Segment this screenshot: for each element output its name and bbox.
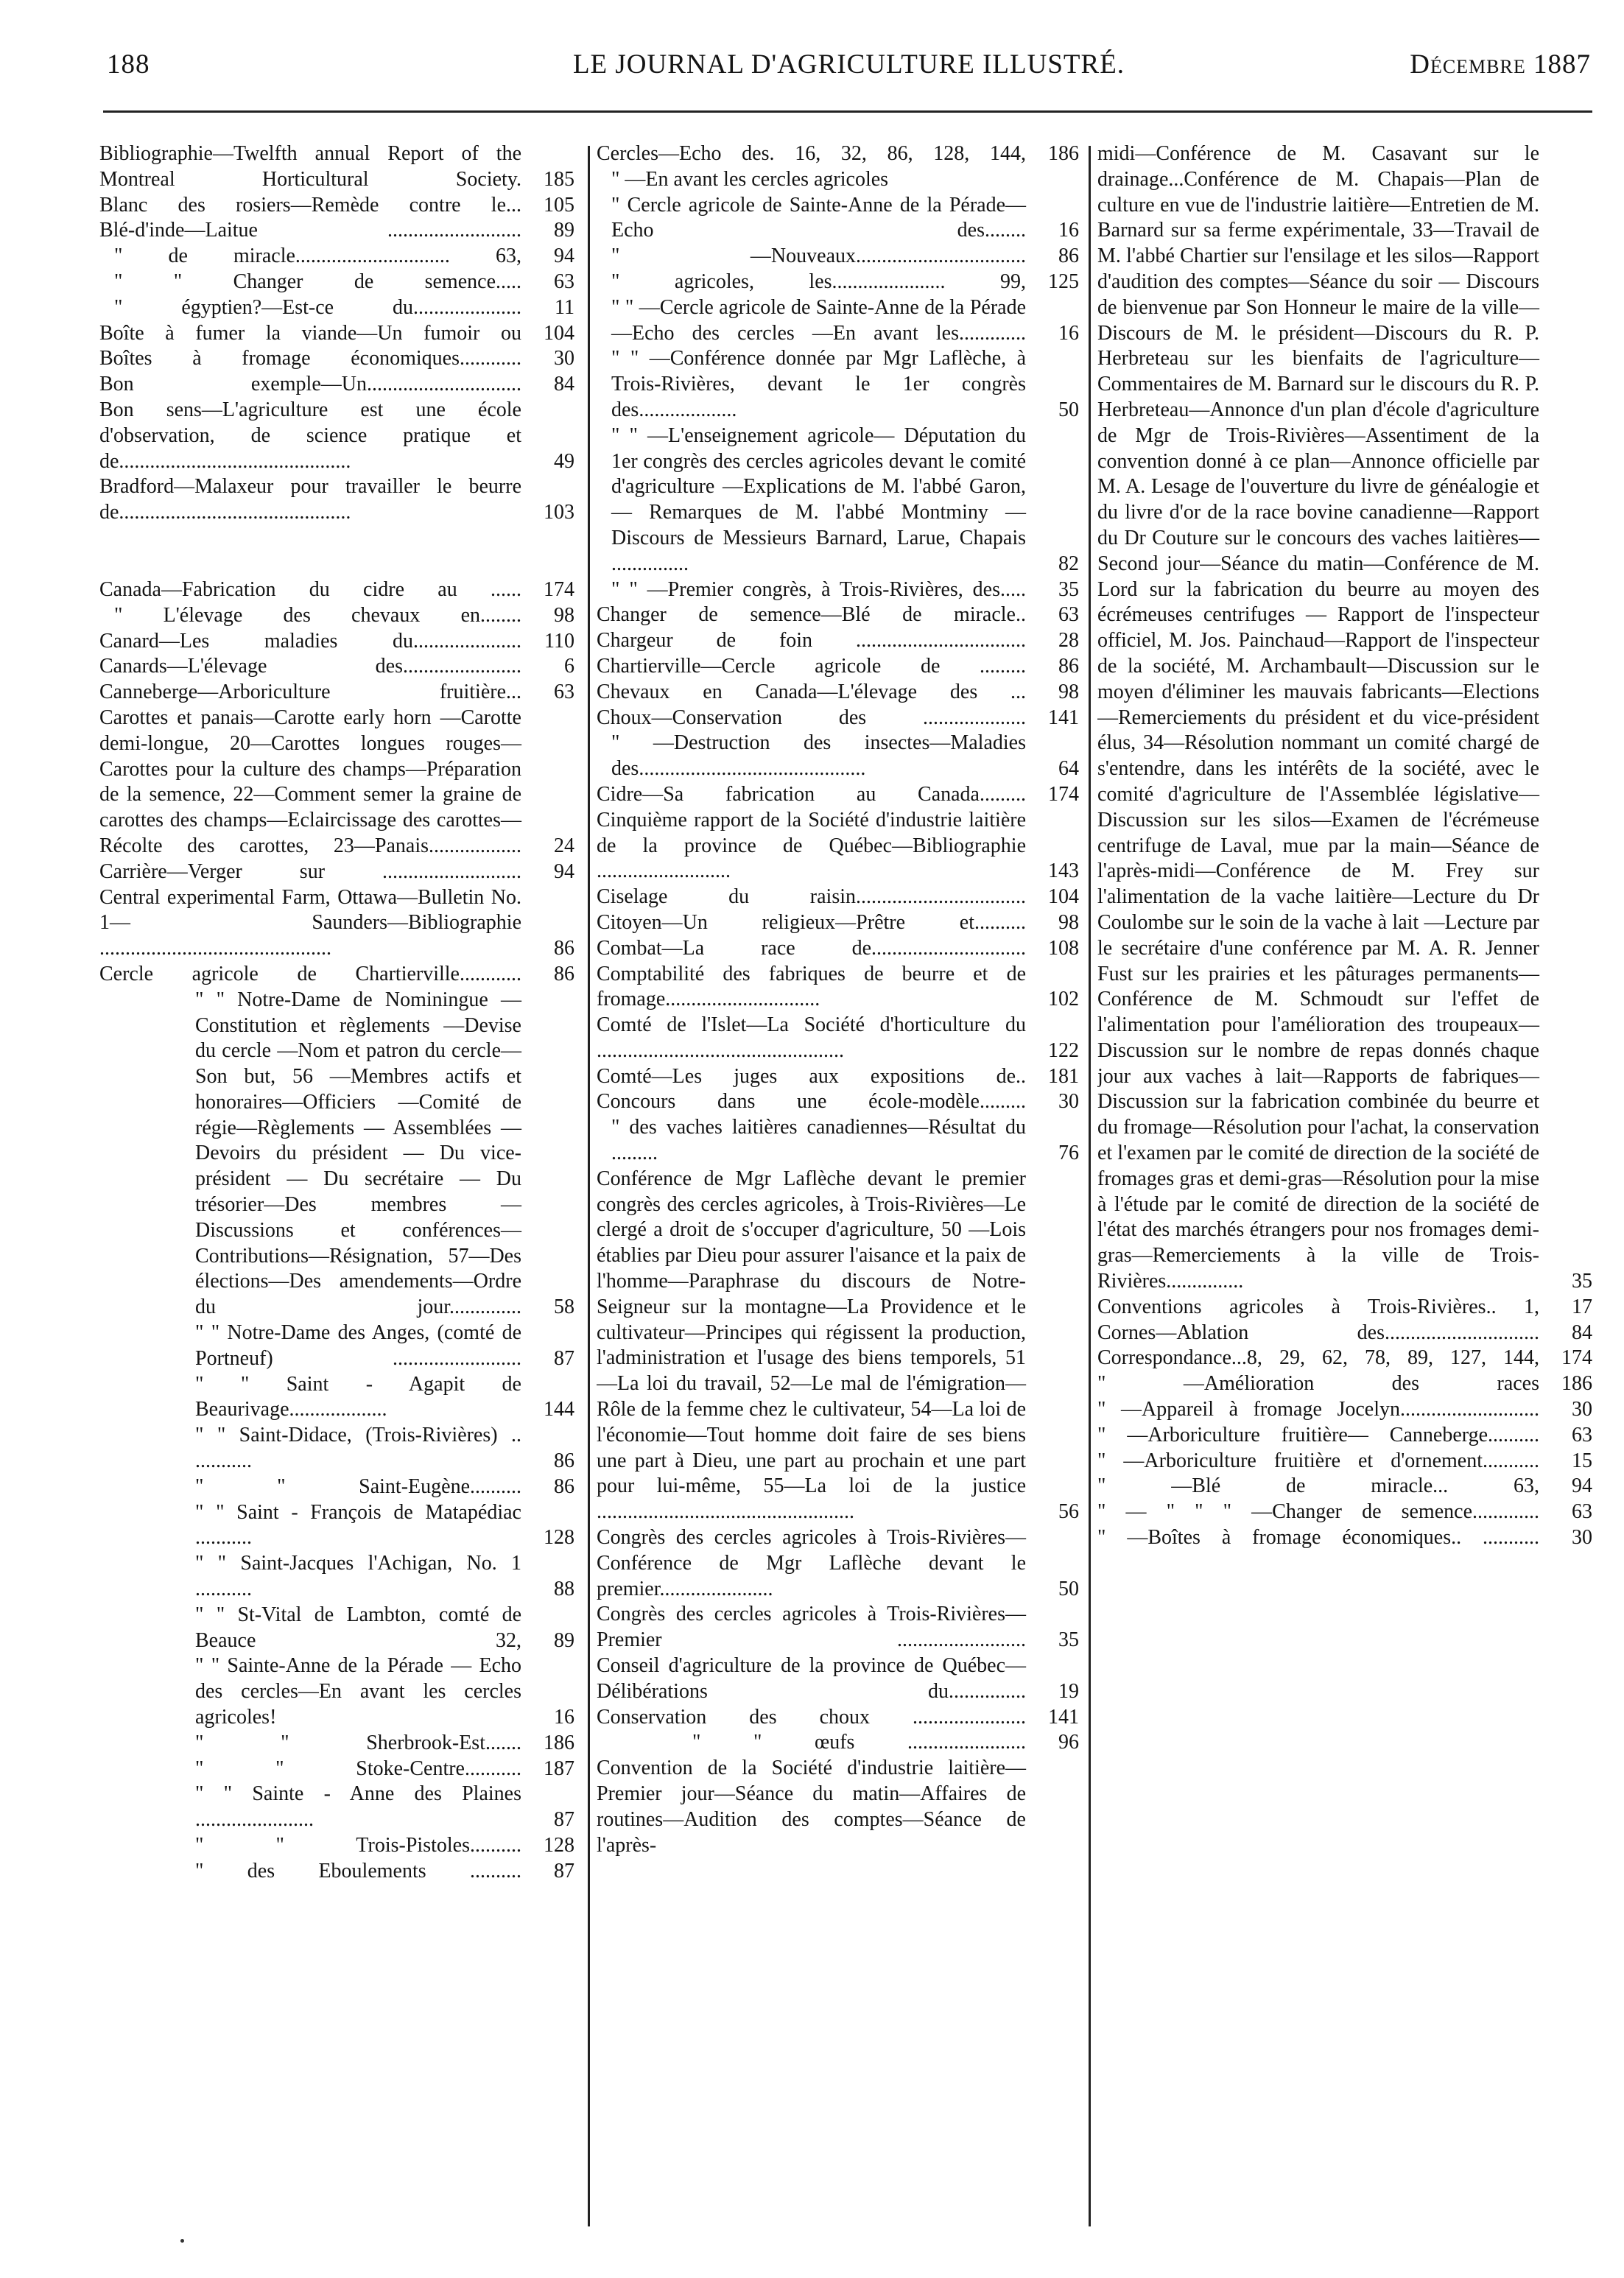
entry-page-number: 94 <box>554 859 574 883</box>
entry-text: " " Changer de semence..... <box>114 270 521 293</box>
entry-text: " " Notre-Dame des Anges, (comté de Portneuf) ......................... <box>195 1321 521 1370</box>
entry-text: Canneberge—Arboriculture fruitière... <box>99 681 521 704</box>
index-entry <box>597 936 1079 962</box>
entry-text: Changer de semence—Blé de miracle.. <box>597 603 1026 627</box>
entry-text: Canard—Les maladies du..................... <box>99 629 521 653</box>
entry-page-number: 64 <box>1058 757 1079 781</box>
entry-page-number: 35 <box>1058 577 1079 601</box>
index-entry <box>1097 1423 1592 1449</box>
entry-text: Canards—L'élevage des....................... <box>99 655 521 678</box>
index-entry <box>99 141 574 193</box>
index-entry <box>99 988 574 1321</box>
entry-text: Conférence de Mgr Laflèche devant le premier congrès des cercles agricoles, à Trois-Rivières—Le clergé a droit de s'occuper d'agriculture, 50 —Lois établies par Dieu pour assurer l'aisance et la paix de l'homme—Paraphrase du discours de Notre-Seigneur sur la montagne—La Providence et le cultivateur—Principes qui régissent la production, l'administration et l'usage des biens temporels, 51—La loi du travail, 52—Le mal de l'émigration—Rôle de la femme chez le cultivateur, 54—La loi de l'économie—Tout homme doit faire de ses biens une part à Dieu, une part au prochain et une part pour lui-même, 55—La loi de la justice .................................................. <box>597 1167 1026 1524</box>
index-entry <box>597 193 1079 245</box>
index-entry <box>99 474 574 526</box>
index-entry <box>597 1064 1079 1090</box>
entry-page-number: 35 <box>1572 1270 1592 1293</box>
index-entry <box>99 706 574 859</box>
entry-page-number: 84 <box>554 373 574 396</box>
entry-text: " des vaches laitières canadiennes—Résultat du ......... <box>611 1116 1026 1165</box>
index-entry <box>99 1859 574 1885</box>
entry-text: " —Amélioration des races <box>1097 1372 1539 1396</box>
index-entry <box>597 680 1079 706</box>
entry-page-number: 103 <box>544 501 574 524</box>
entry-page-number: 128 <box>544 1526 574 1550</box>
entry-page-number: 58 <box>554 1296 574 1319</box>
entry-page-number: 144 <box>544 1398 574 1421</box>
index-entry <box>1097 1525 1592 1551</box>
entry-text: " —Arboriculture fruitière et d'ornement........... <box>1097 1449 1539 1472</box>
entry-text: " " Saint-Didace, (Trois-Rivières) .. ........... <box>195 1424 521 1473</box>
index-entry <box>99 1603 574 1654</box>
entry-text: " —En avant les cercles agricoles <box>611 167 889 191</box>
index-entry <box>99 603 574 629</box>
entry-text: " L'élevage des chevaux en........ <box>114 603 521 627</box>
entry-page-number: 186 <box>1561 1372 1592 1396</box>
entry-text: Cidre—Sa fabrication au Canada......... <box>597 782 1026 806</box>
entry-page-number: 63 <box>1058 603 1079 627</box>
entry-text: " — " " " —Changer de semence............. <box>1097 1500 1539 1524</box>
index-entry <box>1097 1346 1592 1371</box>
entry-page-number: 174 <box>544 577 574 601</box>
index-entry <box>1097 141 1592 1295</box>
index-entry <box>99 372 574 398</box>
index-entry <box>1097 1474 1592 1500</box>
index-entry <box>99 270 574 295</box>
entry-text: Conservation des choux ...................... <box>597 1705 1026 1729</box>
entry-text: Combat—La race de.............................. <box>597 936 1026 960</box>
index-entry <box>99 962 574 988</box>
entry-text: " " Saint - François de Matapédiac ........... <box>195 1500 521 1550</box>
entry-page-number: 141 <box>1048 1705 1079 1729</box>
entry-page-number: 6 <box>564 655 574 678</box>
index-entry <box>597 1756 1079 1858</box>
index-entry <box>597 808 1079 885</box>
entry-text: " agricoles, les...................... 99, <box>611 270 1026 293</box>
index-entry <box>99 1321 574 1372</box>
entry-page-number: 181 <box>1048 1064 1079 1088</box>
entry-text: Bon sens—L'agriculture est une école d'observation, de science pratique et de............................................. <box>99 398 521 473</box>
entry-page-number: 122 <box>1048 1038 1079 1062</box>
index-entry <box>1097 1321 1592 1346</box>
entry-text: " " Saint-Eugène.......... <box>195 1474 521 1498</box>
entry-text: " Cercle agricole de Sainte-Anne de la Pérade—Echo des........ <box>611 193 1026 242</box>
entry-text: Bradford—Malaxeur pour travailler le beurre de............................................. <box>99 475 521 524</box>
header-rule <box>103 110 1592 113</box>
index-entry <box>99 1782 574 1833</box>
entry-text: " —Arboriculture fruitière— Canneberge.......... <box>1097 1423 1539 1446</box>
entry-text: Concours dans une école-modèle......... <box>597 1090 1026 1114</box>
entry-page-number: 87 <box>554 1808 574 1832</box>
entry-text: " " —Cercle agricole de Sainte-Anne de la Pérade—Echo des cercles —En avant les............. <box>611 295 1026 345</box>
index-entry <box>99 321 574 347</box>
entry-page-number: 16 <box>554 1706 574 1729</box>
entry-text: Cornes—Ablation des.............................. <box>1097 1321 1539 1344</box>
entry-text: Citoyen—Un religieux—Prêtre et.......... <box>597 910 1026 934</box>
entry-page-number: 50 <box>1058 398 1079 421</box>
entry-page-number: 98 <box>554 603 574 627</box>
entry-text: " —Appareil à fromage Jocelyn........................... <box>1097 1398 1539 1421</box>
entry-page-number: 30 <box>554 347 574 370</box>
entry-page-number: 84 <box>1572 1321 1592 1344</box>
entry-text: Bibliographie—Twelfth annual Report of the Montreal Horticultural Society. <box>99 142 521 191</box>
entry-page-number: 186 <box>544 1731 574 1754</box>
entry-page-number: 82 <box>1058 552 1079 575</box>
entry-page-number: 89 <box>554 219 574 242</box>
index-entry <box>99 859 574 885</box>
entry-text: Conseil d'agriculture de la province de Québec—Délibérations du............... <box>597 1654 1026 1703</box>
entry-text: Congrès des cercles agricoles à Trois-Rivières—Premier ......................... <box>597 1603 1026 1652</box>
entry-text: " " œufs ....................... <box>692 1731 1026 1754</box>
index-entry <box>99 629 574 655</box>
index-entry <box>597 167 1079 193</box>
entry-text: " —Blé de miracle... 63, <box>1097 1474 1539 1498</box>
entry-page-number: 174 <box>1048 782 1079 806</box>
index-entry <box>597 577 1079 603</box>
entry-text: Congrès des cercles agricoles à Trois-Rivières— Conférence de Mgr Laflèche devant le premier...................... <box>597 1526 1026 1600</box>
entry-page-number: 30 <box>1572 1398 1592 1421</box>
index-entry <box>99 346 574 372</box>
index-entry <box>1097 1371 1592 1397</box>
journal-title: LE JOURNAL D'AGRICULTURE ILLUSTRÉ. <box>572 49 1125 80</box>
entry-page-number: 16 <box>1058 219 1079 242</box>
index-entry <box>597 1167 1079 1525</box>
index-entry <box>597 244 1079 270</box>
index-entry <box>99 193 574 219</box>
entry-text: Boîte à fumer la viande—Un fumoir ou <box>99 321 521 345</box>
index-entry <box>597 654 1079 680</box>
entry-page-number: 86 <box>554 1449 574 1473</box>
entry-text: " " Sainte-Anne de la Pérade — Echo des cercles—En avant les cercles agricoles! <box>195 1654 521 1729</box>
section-gap <box>99 526 574 577</box>
entry-text: " " Saint-Jacques l'Achigan, No. 1 ........... <box>195 1552 521 1601</box>
entry-text: Boîtes à fromage économiques............ <box>99 347 521 370</box>
index-entry <box>597 1705 1079 1731</box>
entry-page-number: 98 <box>1058 910 1079 934</box>
entry-text: " " St-Vital de Lambton, comté de Beauce 32, <box>195 1603 521 1652</box>
entry-text: " —Nouveaux................................. <box>611 245 1026 268</box>
entry-text: Cinquième rapport de la Société d'industrie laitière de la province de Québec—Bibliographie .......................... <box>597 808 1026 883</box>
entry-page-number: 108 <box>1048 936 1079 960</box>
index-entry <box>597 1089 1079 1115</box>
entry-text: " " Sherbrook-Est....... <box>195 1731 521 1754</box>
entry-page-number: 87 <box>554 1346 574 1370</box>
entry-text: " " —Conférence donnée par Mgr Laflèche, à Trois-Rivières, devant le 1er congrès des................... <box>611 347 1026 421</box>
column-divider-2 <box>1089 146 1091 2226</box>
entry-page-number: 63 <box>1572 1423 1592 1446</box>
entry-page-number: 76 <box>1058 1142 1079 1165</box>
entry-page-number: 63 <box>554 270 574 293</box>
page-header <box>107 49 1591 93</box>
entry-text: Blé-d'inde—Laitue .......................... <box>99 219 521 242</box>
index-entry <box>1097 1295 1592 1321</box>
index-entry <box>99 1551 574 1603</box>
entry-page-number: 17 <box>1572 1295 1592 1318</box>
entry-text: " des Eboulements .......... <box>195 1859 521 1882</box>
index-entry <box>99 1500 574 1552</box>
index-entry <box>597 782 1079 808</box>
index-entry <box>597 885 1079 910</box>
index-entry <box>99 885 574 962</box>
index-entry <box>99 1833 574 1859</box>
index-entry <box>597 141 1079 167</box>
entry-text: " " Sainte - Anne des Plaines ....................... <box>195 1782 521 1832</box>
entry-text: Correspondance...8, 29, 62, 78, 89, 127, 144, <box>1097 1346 1539 1370</box>
index-entry <box>1097 1500 1592 1525</box>
entry-page-number: 15 <box>1572 1449 1592 1472</box>
index-entry <box>99 1474 574 1500</box>
entry-text: Canada—Fabrication du cidre au ...... <box>99 577 521 601</box>
index-entry <box>99 654 574 680</box>
entry-page-number: 105 <box>544 193 574 217</box>
index-entry <box>99 577 574 603</box>
entry-text: Carottes et panais—Carotte early horn —Carotte demi-longue, 20—Carottes longues rouges— Carottes pour la culture des champs—Préparation de la semence, 22—Comment semer la graine de carottes des champs—Eclaircissage des carottes—Récolte des carottes, 23—Panais.................. <box>99 706 521 857</box>
entry-text: Comté—Les juges aux expositions de.. <box>597 1064 1026 1088</box>
entry-page-number: 28 <box>1058 629 1079 653</box>
entry-text: Ciselage du raisin................................. <box>597 885 1026 909</box>
entry-text: " " Notre-Dame de Nominingue — Constitution et règlements —Devise du cercle —Nom et patron du cercle—Son but, 56 —Membres actifs et honoraires—Officiers —Comité de régie—Règlements — Assemblées — Devoirs du président — Du vice-président — Du secrétaire — Du trésorier—Des membres —Discussions et conférences— Contributions—Résignation, 57—Des élections—Des amendements—Ordre du jour.............. <box>195 988 521 1319</box>
entry-page-number: 35 <box>1058 1628 1079 1652</box>
entry-text: Blanc des rosiers—Remède contre le... <box>99 193 521 217</box>
entry-page-number: 30 <box>1572 1526 1592 1550</box>
entry-page-number: 94 <box>554 245 574 268</box>
entry-page-number: 56 <box>1058 1500 1079 1524</box>
index-entry <box>597 1013 1079 1064</box>
index-column-1 <box>99 141 574 2233</box>
entry-page-number: 63 <box>1572 1500 1592 1524</box>
entry-page-number: 128 <box>544 1834 574 1857</box>
index-entry <box>597 1602 1079 1653</box>
entry-page-number: 187 <box>544 1757 574 1780</box>
entry-page-number: 19 <box>1058 1679 1079 1703</box>
entry-page-number: 104 <box>544 321 574 345</box>
entry-text: Chevaux en Canada—L'élevage des ... <box>597 680 1026 703</box>
entry-page-number: 186 <box>1048 142 1079 165</box>
entry-text: Cercle agricole de Chartierville............ <box>99 962 521 985</box>
entry-page-number: 89 <box>554 1628 574 1652</box>
stray-mark <box>180 2239 184 2243</box>
index-entry <box>99 1423 574 1474</box>
entry-page-number: 110 <box>544 629 574 653</box>
entry-page-number: 86 <box>1058 245 1079 268</box>
entry-page-number: 86 <box>554 962 574 985</box>
entry-page-number: 104 <box>1048 885 1079 909</box>
entry-page-number: 143 <box>1048 859 1079 883</box>
entry-text: Cercles—Echo des. 16, 32, 86, 128, 144, <box>597 142 1026 165</box>
index-entry <box>597 295 1079 347</box>
entry-text: " " Stoke-Centre........... <box>195 1757 521 1780</box>
entry-page-number: 86 <box>554 1474 574 1498</box>
entry-page-number: 50 <box>1058 1577 1079 1600</box>
entry-text: Comptabilité des fabriques de beurre et de fromage.............................. <box>597 962 1026 1011</box>
page-number: 188 <box>107 49 150 80</box>
entry-page-number: 30 <box>1058 1090 1079 1114</box>
index-column-3 <box>1097 141 1592 2233</box>
entry-text: " " —Premier congrès, à Trois-Rivières, des..... <box>611 577 1026 601</box>
index-entry <box>99 244 574 270</box>
entry-page-number: 16 <box>1058 321 1079 345</box>
entry-text: midi—Conférence de M. Casavant sur le drainage...Conférence de M. Chapais—Plan de culture en vue de l'industrie laitière—Entretien de M. Barnard sur sa ferme expérimentale, 33—Travail de M. l'abbé Chartier sur l'ensilage et les silos—Rapport d'audition des comptes—Séance du soir — Discours de bienvenue par Son Honneur le maire de la ville—Discours de M. le président—Discours du R. P. Herbreteau sur les bienfaits de l'agriculture—Commentaires de M. Barnard sur le discours du R. P. Herbreteau—Annonce d'un plan d'école d'agriculture de Mgr de Trois-Rivières—Assentiment de la convention donné à ce plan—Annonce officielle par M. A. Lesage de l'ouverture du livre de généalogie et du livre d'or de la race bovine canadienne—Rapport du Dr Couture sur le concours des vaches laitières—Second jour—Séance du matin—Conférence de M. Lord sur la fabrication du beurre au moyen des écrémeuses centrifuges — Rapport de l'inspecteur officiel, M. Jos. Painchaud—Rapport de l'inspecteur de la société, M. Archambault—Discussion sur le moyen d'éliminer les mauvais fabricants—Elections—Remerciements du président et du vice-président élus, 34—Résolution nommant un comité chargé de s'entendre, dans les intérêts de la société, avec le comité d'agriculture de l'Assemblée législative—Discussion sur les silos—Examen de l'écrémeuse centrifuge de Laval, mue par la main—Séance de l'après-midi—Conférence de M. Frey sur l'alimentation de la vache laitière—Lecture du Dr Coulombe sur le soin de la vache à lait —Lecture par le secrétaire d'une conférence par M. A. R. Jenner Fust sur les prairies et les pâturages permanents—Conférence de M. Schmoudt sur l'effet de l'alimentation pour l'amélioration des troupeaux—Discussion sur le nombre de repas donnés chaque jour aux vaches à lait—Rapports de fabriques—Discussion sur la fabrication combinée du beurre et du fromage—Résolution pour l'achat, la conservation et l'examen par le comité de direction de la société de fromages gras et demi-gras—Résolution pour la mise à l'étude par le comité de direction de la société de l'état des marchés étrangers pour nos fromages demi-gras—Remerciements à la ville de Trois-Rivières............... <box>1097 142 1539 1293</box>
entry-text: Central experimental Farm, Ottawa—Bulletin No. 1— Saunders—Bibliographie ............................................. <box>99 885 521 960</box>
entry-text: " —Destruction des insectes—Maladies des............................................ <box>611 731 1026 781</box>
entry-page-number: 141 <box>1048 706 1079 729</box>
entry-text: Convention de la Société d'industrie laitière—Premier jour—Séance du matin—Affaires de routines—Audition des comptes—Séance de l'après- <box>597 1757 1026 1857</box>
index-entry <box>597 731 1079 782</box>
entry-page-number: 11 <box>555 295 574 319</box>
entry-text: Chargeur de foin ................................. <box>597 629 1026 653</box>
index-entry <box>99 680 574 706</box>
index-entry <box>1097 1449 1592 1474</box>
index-entry <box>597 628 1079 654</box>
index-entry <box>99 1372 574 1424</box>
index-column-2 <box>597 141 1079 2233</box>
index-entry <box>597 346 1079 423</box>
entry-page-number: 87 <box>554 1859 574 1882</box>
entry-text: Carrière—Verger sur ........................... <box>99 859 521 883</box>
entry-page-number: 96 <box>1058 1731 1079 1754</box>
column-divider-1 <box>588 146 590 2226</box>
entry-page-number: 125 <box>1048 270 1079 293</box>
entry-text: Choux—Conservation des .................... <box>597 706 1026 729</box>
entry-text: Bon exemple—Un.............................. <box>99 373 521 396</box>
entry-text: " " Saint - Agapit de Beaurivage................... <box>195 1372 521 1421</box>
index-entry <box>597 910 1079 936</box>
entry-page-number: 98 <box>1058 680 1079 703</box>
entry-page-number: 86 <box>1058 654 1079 678</box>
entry-page-number: 63 <box>554 681 574 704</box>
entry-page-number: 88 <box>554 1578 574 1601</box>
index-entry <box>597 270 1079 295</box>
entry-text: Comté de l'Islet—La Société d'horticulture du ................................................ <box>597 1013 1026 1062</box>
index-entry <box>99 295 574 321</box>
entry-text: Chartierville—Cercle agricole de ......... <box>597 654 1026 678</box>
index-entry <box>597 423 1079 577</box>
index-entry <box>99 1731 574 1757</box>
index-entry <box>99 1653 574 1730</box>
entry-text: " —Boîtes à fromage économiques.. ........... <box>1097 1526 1539 1550</box>
entry-text: " de miracle.............................. 63, <box>114 245 521 268</box>
issue-date: Décembre 1887 <box>1410 49 1591 80</box>
index-entry <box>597 1525 1079 1602</box>
entry-page-number: 86 <box>554 937 574 960</box>
entry-page-number: 174 <box>1561 1346 1592 1370</box>
entry-page-number: 49 <box>554 449 574 473</box>
entry-text: " " Trois-Pistoles.......... <box>195 1834 521 1857</box>
index-entry <box>597 1653 1079 1705</box>
entry-page-number: 94 <box>1572 1474 1592 1498</box>
index-entry <box>597 1115 1079 1167</box>
entry-page-number: 24 <box>554 834 574 857</box>
entry-text: " " —L'enseignement agricole— Députation du 1er congrès des cercles agricoles devant le comité d'agriculture —Explications de M. l'abbé Garon, — Remarques de M. l'abbé Montminy — Discours de Messieurs Barnard, Larue, Chapais ............... <box>611 423 1026 575</box>
index-entry <box>99 218 574 244</box>
entry-page-number: 185 <box>544 167 574 191</box>
index-entry <box>597 602 1079 628</box>
index-entry <box>597 1730 1079 1756</box>
index-entry <box>99 1757 574 1782</box>
index-entry <box>99 398 574 474</box>
index-entry <box>1097 1397 1592 1423</box>
index-entry <box>597 706 1079 731</box>
index-entry <box>597 962 1079 1013</box>
entry-text: " égyptien?—Est-ce du..................... <box>114 295 521 319</box>
entry-page-number: 102 <box>1048 988 1079 1011</box>
entry-text: Conventions agricoles à Trois-Rivières.. 1, <box>1097 1295 1539 1318</box>
